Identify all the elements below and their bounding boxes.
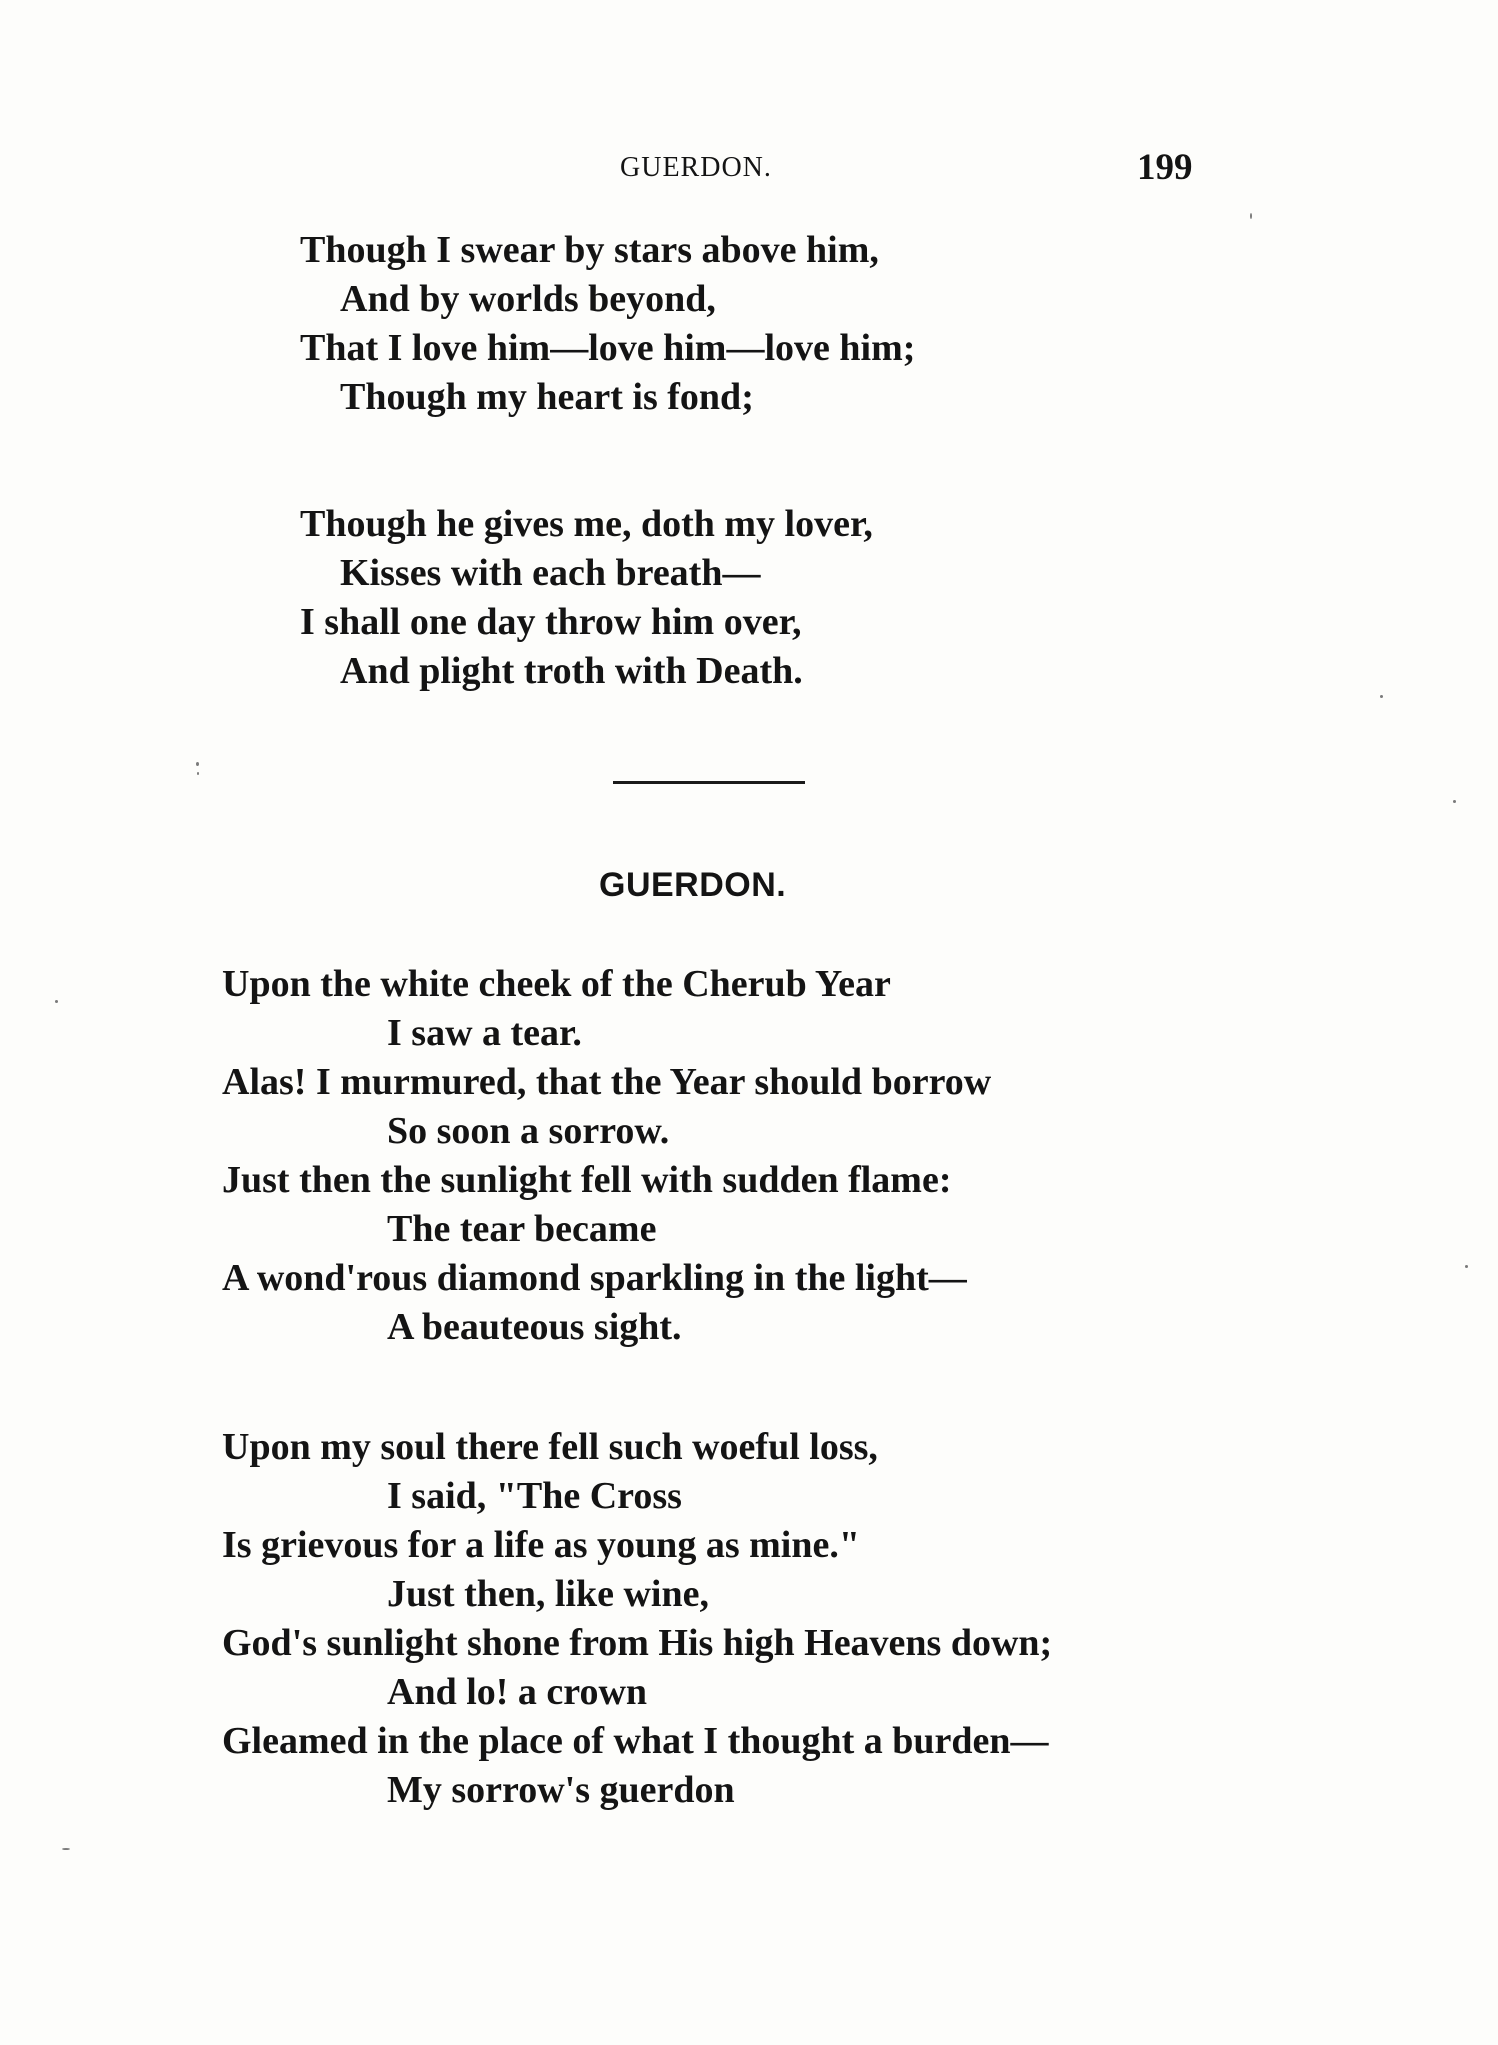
poem-line: I saw a tear.: [387, 1012, 582, 1054]
poem-line: I said, "The Cross: [387, 1475, 682, 1517]
scan-speck: [1465, 1265, 1468, 1268]
scan-speck: [196, 762, 199, 766]
scan-speck: [55, 1000, 58, 1003]
poem-line: And lo! a crown: [387, 1671, 648, 1713]
previous-poem-stanza-2: [300, 500, 873, 696]
scan-speck: [1453, 800, 1456, 803]
previous-poem-stanza-1: [300, 226, 915, 422]
poem-line: And plight troth with Death.: [340, 650, 803, 692]
scan-speck: [1380, 695, 1383, 698]
poem-line: Just then, like wine,: [387, 1573, 709, 1615]
poem-line: A wond'rous diamond sparkling in the light—: [222, 1257, 967, 1299]
poem-line: So soon a sorrow.: [387, 1110, 670, 1152]
scan-speck: [1250, 213, 1252, 219]
poem-line: Alas! I murmured, that the Year should borrow: [222, 1061, 992, 1103]
scan-speck: [62, 1848, 70, 1850]
poem-line: My sorrow's guerdon: [387, 1769, 735, 1811]
poem-line: God's sunlight shone from His high Heavens down;: [222, 1622, 1053, 1664]
poem-line: Just then the sunlight fell with sudden flame:: [222, 1159, 952, 1201]
poem-line: The tear became: [387, 1208, 657, 1250]
page-number: 199: [1137, 147, 1193, 188]
poem-line: Gleamed in the place of what I thought a burden—: [222, 1720, 1049, 1762]
poem-line: Is grievous for a life as young as mine.": [222, 1524, 860, 1566]
poem-line: Upon my soul there fell such woeful loss,: [222, 1426, 878, 1468]
poem-line: Upon the white cheek of the Cherub Year: [222, 963, 891, 1005]
section-divider: [613, 781, 805, 784]
poem-stanza-2: [222, 1423, 1052, 1815]
poem-line: A beauteous sight.: [387, 1306, 682, 1348]
poem-title: GUERDON.: [599, 866, 787, 904]
poem-line: And by worlds beyond,: [340, 278, 716, 320]
poem-line: Though I swear by stars above him,: [300, 229, 879, 271]
scan-speck: [197, 772, 199, 775]
poem-line: Kisses with each breath—: [340, 552, 761, 594]
running-title: GUERDON.: [620, 152, 772, 183]
poem-line: Though my heart is fond;: [340, 376, 754, 418]
poem-stanza-1: [222, 960, 991, 1352]
poem-line: I shall one day throw him over,: [300, 601, 802, 643]
poem-line: Though he gives me, doth my lover,: [300, 503, 873, 545]
poem-line: That I love him—love him—love him;: [300, 327, 916, 369]
